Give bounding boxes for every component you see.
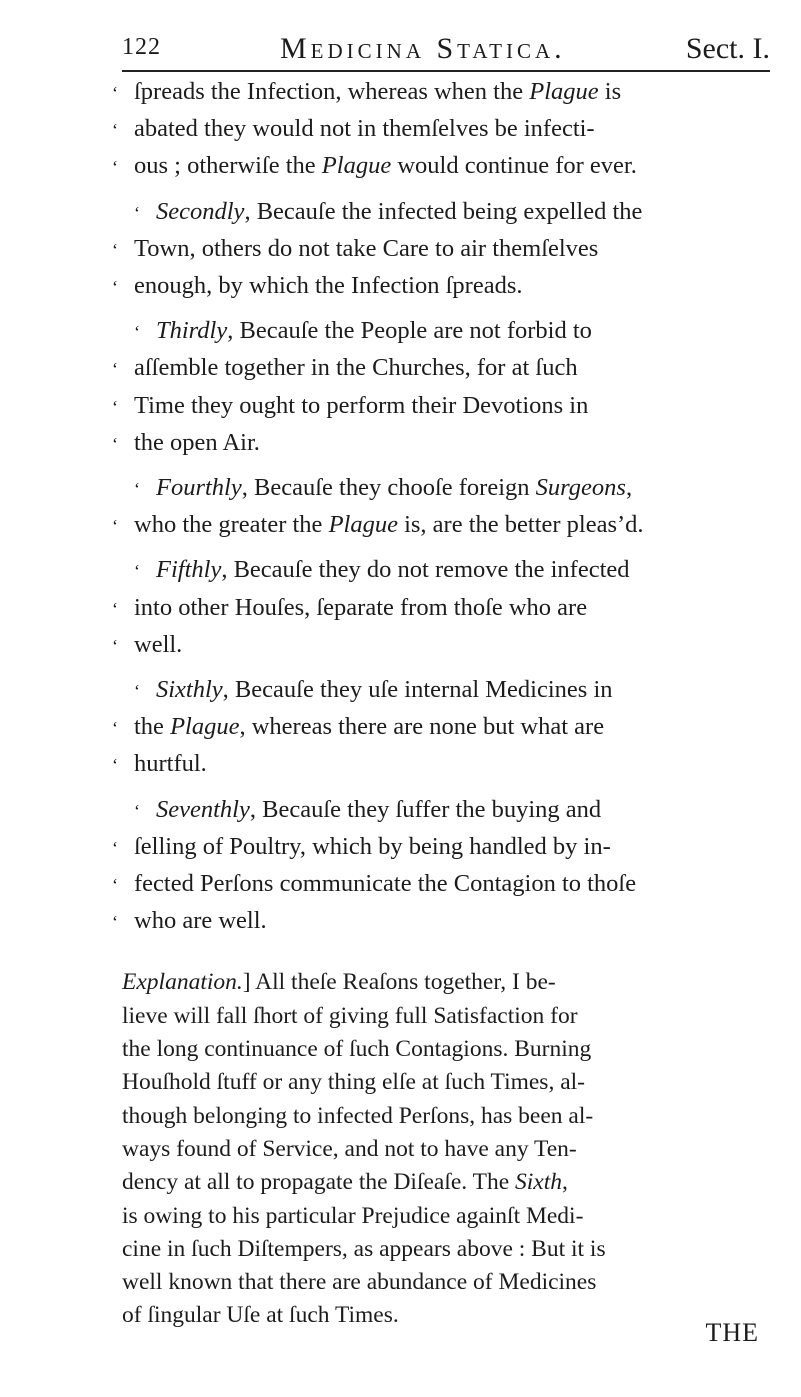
paragraph: [112, 470, 772, 544]
section-mark: Sect. I.: [685, 32, 770, 65]
text-line: [112, 866, 772, 903]
line-text: the Plague, whereas there are none but what are: [134, 713, 605, 741]
paragraph: [112, 313, 772, 462]
line-text: aſſemble together in the Churches, for at ſuch: [134, 354, 578, 382]
quote-mark: ‘: [112, 516, 118, 537]
text-line: dency at all to propagate the Diſeaſe. The Sixth,: [122, 1169, 568, 1196]
explanation-paragraph: [112, 966, 772, 1332]
text-line: [112, 792, 772, 829]
running-head: [122, 32, 770, 72]
text-line: [112, 268, 772, 305]
text-line: [112, 507, 772, 544]
text-line: lieve will fall ſhort of giving full Satisfaction for: [122, 1002, 578, 1029]
text-line: [112, 350, 772, 387]
line-text: Town, others do not take Care to air themſelves: [134, 234, 599, 262]
body-text: [112, 74, 772, 1333]
quote-mark: ‘: [112, 120, 118, 141]
text-line: [112, 148, 772, 185]
line-text: abated they would not in themſelves be infecti-: [134, 115, 595, 143]
quote-mark: ‘: [112, 837, 118, 858]
line-text: Seventhly, Becauſe they ſuffer the buying and: [156, 795, 602, 823]
quote-mark: ‘: [112, 359, 118, 380]
text-line: of ſingular Uſe at ſuch Times.: [122, 1302, 399, 1329]
text-line: [112, 590, 772, 627]
line-text: well.: [134, 630, 183, 658]
text-line: [112, 903, 772, 940]
line-text: ous ; otherwiſe the Plague would continue for ever.: [134, 152, 637, 180]
text-line: [112, 74, 772, 111]
text-line: [112, 672, 772, 709]
quote-mark: ‘: [112, 875, 118, 896]
line-text: the open Air.: [134, 428, 260, 456]
text-line: [112, 231, 772, 268]
text-line: [112, 111, 772, 148]
line-text: Thirdly, Becauſe the People are not forbid to: [156, 317, 592, 345]
line-text: Fifthly, Becauſe they do not remove the infected: [156, 556, 630, 584]
running-title: Medicina Statica.: [280, 32, 566, 65]
catchword: THE: [705, 1318, 759, 1347]
line-text: hurtful.: [134, 750, 207, 778]
quote-mark: ‘: [112, 277, 118, 298]
quote-mark: ‘: [112, 755, 118, 776]
quote-mark: ‘: [112, 433, 118, 454]
line-text: Fourthly, Becauſe they chooſe foreign Surgeons,: [156, 474, 633, 502]
text-line: [112, 194, 772, 231]
page-number: 122: [122, 34, 161, 60]
quote-mark: ‘: [134, 800, 140, 821]
text-line: [112, 425, 772, 462]
paragraph: [112, 672, 772, 784]
text-line: Explanation.] All theſe Reaſons together, I be-: [122, 969, 556, 996]
header-rule: [122, 70, 770, 72]
paragraph: [112, 552, 772, 664]
text-line: [112, 552, 772, 589]
line-text: ſelling of Poultry, which by being handled by in-: [134, 832, 611, 860]
text-line: [112, 388, 772, 425]
text-line: [112, 627, 772, 664]
text-line: [112, 746, 772, 783]
text-line: [112, 313, 772, 350]
paragraph: [112, 194, 772, 306]
text-line: well known that there are abundance of Medicines: [122, 1269, 597, 1296]
text-line: though belonging to infected Perſons, has been al-: [122, 1102, 594, 1129]
quote-mark: ‘: [112, 718, 118, 739]
line-text: Secondly, Becauſe the infected being expelled the: [156, 197, 643, 225]
text-line: is owing to his particular Prejudice againſt Medi-: [122, 1202, 584, 1229]
paragraph: [112, 792, 772, 941]
text-line: ways found of Service, and not to have any Ten-: [122, 1135, 577, 1162]
quote-mark: ‘: [112, 157, 118, 178]
quote-mark: ‘: [134, 681, 140, 702]
quote-mark: ‘: [112, 598, 118, 619]
text-line: [112, 470, 772, 507]
line-text: fected Perſons communicate the Contagion to thoſe: [134, 870, 637, 898]
quote-mark: ‘: [134, 202, 140, 223]
line-text: who are well.: [134, 907, 267, 935]
line-text: into other Houſes, ſeparate from thoſe who are: [134, 593, 588, 621]
quote-mark: ‘: [112, 396, 118, 417]
line-text: who the greater the Plague is, are the better pleas’d.: [134, 511, 644, 539]
quote-mark: ‘: [112, 912, 118, 933]
text-line: [112, 709, 772, 746]
line-text: Sixthly, Becauſe they uſe internal Medicines in: [156, 676, 613, 704]
line-text: enough, by which the Infection ſpreads.: [134, 272, 523, 300]
quote-mark: ‘: [112, 635, 118, 656]
text-line: cine in ſuch Diſtempers, as appears above : But it is: [122, 1235, 606, 1262]
line-text: Time they ought to perform their Devotions in: [134, 391, 589, 419]
paragraph: [112, 74, 772, 186]
quote-mark: ‘: [134, 479, 140, 500]
quote-mark: ‘: [112, 239, 118, 260]
quote-mark: ‘: [134, 561, 140, 582]
text-line: [112, 829, 772, 866]
quote-mark: ‘: [112, 83, 118, 103]
line-text: ſpreads the Infection, whereas when the Plague is: [134, 78, 622, 105]
text-line: the long continuance of ſuch Contagions. Burning: [122, 1036, 592, 1063]
text-line: Houſhold ſtuff or any thing elſe at ſuch Times, al-: [122, 1069, 585, 1096]
quote-mark: ‘: [134, 322, 140, 343]
